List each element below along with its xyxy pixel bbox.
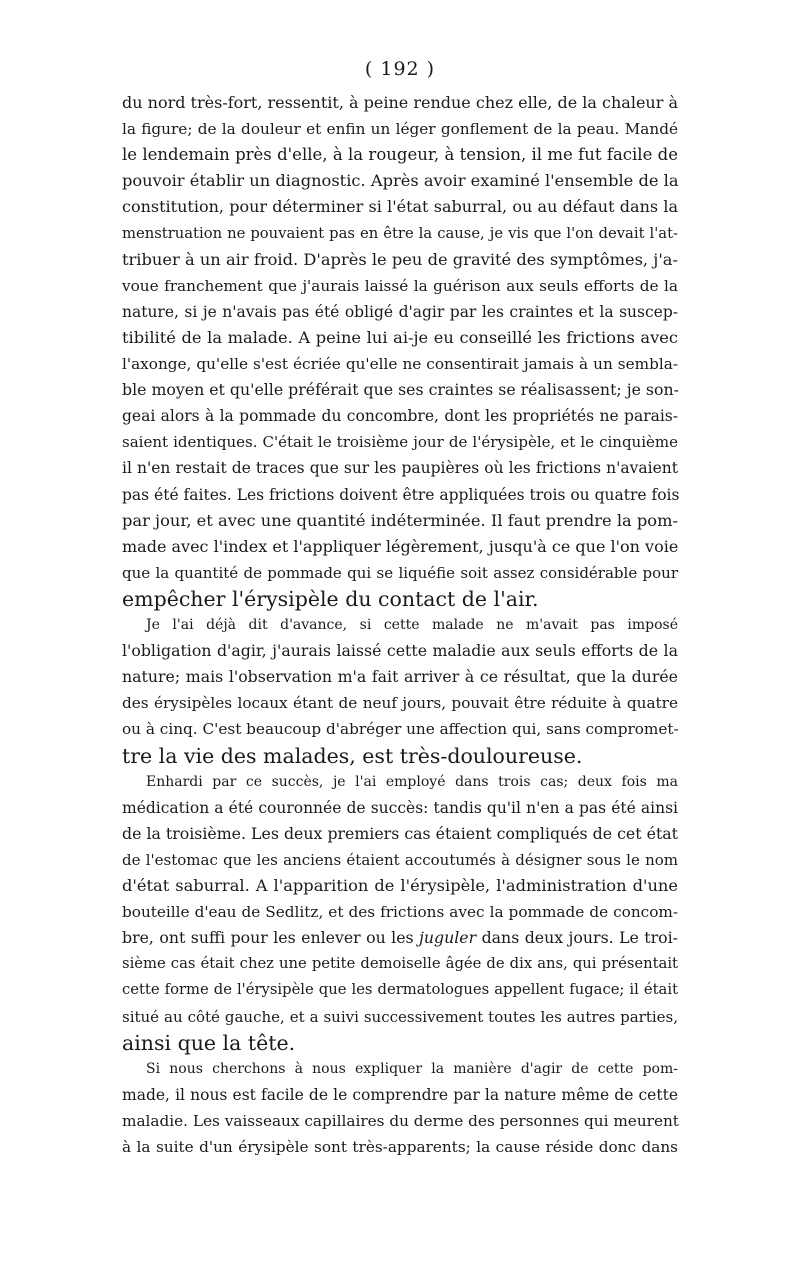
text-line-content: bre, ont suffi pour les enlever ou les: [122, 928, 420, 948]
text-line: [122, 455, 678, 481]
text-line-content: d'état saburral. A l'apparition de l'érysipèle, l'administration d'une: [122, 876, 678, 895]
text-line: [122, 769, 678, 795]
text-line-content: l'axonge, qu'elle s'est écriée qu'elle ne consentirait jamais à un sembla-: [122, 355, 678, 373]
text-line-content: tre la vie des malades, est très-douloureuse.: [122, 743, 583, 768]
text-line-content: la figure; de la douleur et enfin un léger gonflement de la peau. Mandé: [122, 120, 678, 139]
text-line: [122, 612, 678, 638]
text-line-content: nature, si je n'avais pas été obligé d'agir par les craintes et la suscep-: [122, 302, 678, 321]
text-line: [122, 194, 678, 220]
text-line-content: par jour, et avec une quantité indéterminée. Il faut prendre la pom-: [122, 510, 678, 530]
text-line: [122, 795, 678, 821]
text-line: [122, 221, 678, 247]
text-line-content: tibilité de la malade. A peine lui ai-je eu conseillé les frictions avec: [122, 327, 678, 347]
text-line: [122, 664, 678, 690]
text-line: [122, 429, 678, 455]
text-line-content: des érysipèles locaux étant de neuf jours, pouvait être réduite à quatre: [122, 694, 678, 713]
text-line-content: l'obligation d'agir, j'aurais laissé cette maladie aux seuls efforts de la: [122, 641, 678, 661]
text-line: [122, 1004, 678, 1030]
text-line-continuation: dans deux jours. Le troi-: [476, 928, 678, 948]
text-line: [122, 586, 678, 612]
text-line: [122, 1134, 678, 1160]
text-line-content: saient identiques. C'était le troisième jour de l'érysipèle, et le cinquième: [122, 433, 678, 452]
text-line-content: que la quantité de pommade qui se liquéfie soit assez considérable pour: [122, 563, 678, 582]
text-line: [122, 508, 678, 534]
text-line-content: sième cas était chez une petite demoiselle âgée de dix ans, qui présentait: [122, 955, 678, 973]
text-line: [122, 690, 678, 716]
text-line: [122, 377, 678, 403]
text-line-content: à la suite d'un érysipèle sont très-apparents; la cause réside donc dans: [122, 1138, 678, 1156]
text-line: [122, 1082, 678, 1108]
text-line-content: il n'en restait de traces que sur les paupières où les frictions n'avaient: [122, 459, 678, 478]
text-line: [122, 1056, 678, 1082]
text-line: [122, 977, 678, 1003]
text-line: [122, 821, 678, 847]
page-number: ( 192 ): [364, 58, 436, 80]
emphasized-word: juguler: [419, 928, 477, 948]
text-line: [122, 482, 678, 508]
text-line-content: pas été faites. Les frictions doivent être appliquées trois ou quatre fois: [122, 485, 680, 504]
text-line: [122, 325, 678, 351]
text-line-content: maladie. Les vaisseaux capillaires du derme des personnes qui meurent: [122, 1111, 679, 1130]
text-line-content: Si nous cherchons à nous expliquer la manière d'agir de cette pom-: [146, 1060, 678, 1077]
text-line: [122, 716, 678, 742]
text-line-content: le lendemain près d'elle, à la rougeur, à tension, il me fut facile de: [122, 145, 678, 165]
text-line: [122, 351, 678, 377]
text-line: [122, 560, 678, 586]
text-line: [122, 534, 678, 560]
text-line: [122, 1108, 678, 1134]
text-line-content: de l'estomac que les anciens étaient accoutumés à désigner sous le nom: [122, 850, 678, 869]
text-line-content: ou à cinq. C'est beaucoup d'abréger une affection qui, sans compromet-: [122, 720, 679, 739]
text-line: [122, 116, 678, 142]
text-line-content: made avec l'index et l'appliquer légèrement, jusqu'à ce que l'on voie: [122, 536, 679, 556]
text-line-content: constitution, pour déterminer si l'état saburral, ou au défaut dans la: [122, 197, 678, 217]
text-line: [122, 299, 678, 325]
text-line-content: du nord très-fort, ressentit, à peine rendue chez elle, de la chaleur à: [122, 93, 678, 112]
text-line: [122, 873, 678, 899]
text-line-content: Enhardi par ce succès, je l'ai employé dans trois cas; deux fois ma: [146, 773, 678, 790]
text-line-content: Je l'ai déjà dit d'avance, si cette malade ne m'avait pas imposé: [146, 617, 678, 633]
text-line-content: bouteille d'eau de Sedlitz, et des frictions avec la pommade de concom-: [122, 903, 678, 922]
text-line-content: de la troisième. Les deux premiers cas étaient compliqués de cet état: [122, 823, 678, 843]
text-line: [122, 847, 678, 873]
text-line-content: empêcher l'érysipèle du contact de l'air.: [122, 586, 539, 611]
text-line-content: menstruation ne pouvaient pas en être la cause, je vis que l'on devait l'at-: [122, 224, 678, 242]
text-line: [122, 90, 678, 116]
text-line-content: pouvoir établir un diagnostic. Après avoir examiné l'ensemble de la: [122, 171, 679, 191]
text-line-content: geai alors à la pommade du concombre, dont les propriétés ne parais-: [122, 407, 678, 426]
text-line: [122, 1030, 678, 1056]
text-line-content: tribuer à un air froid. D'après le peu de gravité des symptômes, j'a-: [122, 249, 678, 269]
text-line-content: made, il nous est facile de le comprendre par la nature même de cette: [122, 1085, 678, 1104]
text-line-content: ainsi que la tête.: [122, 1030, 296, 1055]
text-line-content: voue franchement que j'aurais laissé la guérison aux seuls efforts de la: [122, 276, 678, 295]
text-line: [122, 743, 678, 769]
text-line: [122, 638, 678, 664]
text-line-content: ble moyen et qu'elle préférait que ses craintes se réalisassent; je son-: [122, 380, 679, 400]
text-line: [122, 247, 678, 273]
text-line: [122, 403, 678, 429]
text-line-content: nature; mais l'observation m'a fait arriver à ce résultat, que la durée: [122, 667, 678, 687]
text-line: [122, 899, 678, 925]
text-line: [122, 925, 678, 951]
text-line-content: cette forme de l'érysipèle que les dermatologues appellent fugace; il était: [122, 981, 678, 999]
text-line: [122, 951, 678, 977]
text-line-content: médication a été couronnée de succès: tandis qu'il n'en a pas été ainsi: [122, 798, 678, 817]
text-line: [122, 273, 678, 299]
text-line-content: situé au côté gauche, et a suivi successivement toutes les autres parties,: [122, 1007, 678, 1026]
text-line: [122, 168, 678, 194]
text-line: [122, 142, 678, 168]
